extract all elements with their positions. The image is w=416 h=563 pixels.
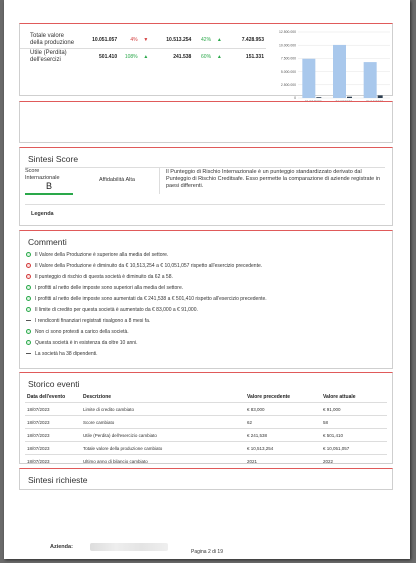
y-tick-label: 5.000.000 [280, 69, 296, 74]
cell: 2021 [245, 455, 321, 468]
company-label: Azienda: [50, 544, 73, 550]
divider [25, 167, 385, 168]
cell: € 241,538 [245, 429, 321, 442]
check-circle-icon [26, 296, 31, 301]
comment-text: Il Valore della Produzione è superiore alla media del settore. [35, 251, 169, 258]
y-tick-label: 2.500.000 [280, 83, 296, 87]
bar-profit [378, 95, 383, 98]
page-number: Pagina 2 di 19 [191, 549, 223, 555]
list-item [26, 338, 138, 347]
comment-text: I profitti al netto delle imposte sono aumentati da € 241,538 a € 501,410 rispetto all'esercizio precedente. [35, 295, 267, 302]
y-tick-label: 12.500.000 [279, 30, 296, 35]
section-title: Sintesi Score [28, 154, 79, 164]
value-previous: 10.051.057 [92, 37, 118, 43]
cell: Totale valore della produzione cambiato [81, 442, 245, 455]
financial-summary-box [19, 23, 393, 101]
column-header: Valore attuale [323, 394, 356, 400]
events-history-box [19, 372, 393, 464]
cell: Ultimo anno di bilancio cambiato [81, 455, 245, 468]
table-header [25, 392, 387, 403]
bar-profit [316, 97, 321, 98]
column-header: Data dell'evento [27, 394, 66, 400]
check-circle-icon [26, 340, 31, 345]
value-current: 10.513.254 [166, 37, 192, 43]
section-title: Storico eventi [28, 379, 80, 389]
comment-text: Il limite di credito per questa società è aumentato da € 83,000 a € 91,000. [35, 306, 198, 313]
divider [159, 168, 160, 194]
reliability-label: Affidabilità Alta [99, 177, 135, 183]
table-row [20, 49, 266, 66]
cell: € 83,000 [245, 403, 321, 416]
comment-text: Il Valore della Produzione è diminuito da € 10,513,254 a € 10,051,057 rispetto all'esercizio precedente. [35, 262, 263, 269]
dash-icon [26, 353, 31, 354]
trend-up-icon: ▲ [216, 37, 222, 43]
document-page [4, 0, 410, 559]
cell: Limite di credito cambiato [81, 403, 245, 416]
bar-profit [347, 97, 352, 98]
change-percent: 108% [119, 49, 140, 66]
comment-text: Il punteggio di rischio di questa società è diminuito da 62 a 58. [35, 273, 173, 280]
table-row [20, 32, 266, 49]
y-tick-label: 7.500.000 [280, 56, 296, 61]
cell: 18/07/2023 [25, 403, 81, 416]
trend-down-icon: ▼ [143, 37, 149, 43]
cell: 2022 [321, 455, 387, 468]
list-item [26, 305, 198, 314]
financial-table [20, 32, 266, 65]
cell: € 10,051,057 [321, 442, 387, 455]
empty-box [19, 101, 393, 143]
requests-summary-box [19, 468, 393, 490]
column-header: Valore precedente [247, 394, 291, 400]
y-tick-label: 0 [294, 96, 296, 101]
table-row [25, 429, 387, 442]
alert-circle-icon [26, 263, 31, 268]
comment-text: Non ci sono protesti a carico della società. [35, 328, 129, 335]
comments-box [19, 230, 393, 369]
cell: Score cambiato [81, 416, 245, 429]
list-item [26, 250, 168, 259]
change-percent: 60% [193, 49, 213, 66]
cell: Utile (Perdita) dell'esercizio cambiato [81, 429, 245, 442]
list-item [26, 261, 262, 270]
check-circle-icon [26, 329, 31, 334]
row-label: Utile (Perdita) dell'esercizi [20, 49, 78, 66]
table-row [25, 416, 387, 429]
value-benchmark: 151.331 [226, 49, 266, 66]
list-item [26, 316, 150, 325]
section-title: Sintesi richieste [28, 475, 88, 485]
column-header: Descrizione [83, 394, 112, 400]
list-item [26, 272, 173, 281]
check-circle-icon [26, 252, 31, 257]
list-item [26, 294, 267, 303]
table-row [25, 455, 387, 468]
score-label: Score Internazionale [25, 168, 60, 181]
score-description: Il Punteggio di Rischio Internazionale è un punteggio standardizzato derivato dal Punteggio di Rischio Creditsafe. Esso permette la comparazione di aziende registrate in paesi differenti. [166, 169, 381, 189]
change-percent: 4% [130, 37, 138, 43]
cell: 18/07/2023 [25, 455, 81, 468]
list-item [26, 327, 129, 336]
check-circle-icon [26, 285, 31, 290]
dash-icon [26, 320, 31, 321]
alert-circle-icon [26, 274, 31, 279]
divider [25, 204, 385, 205]
cell: 58 [321, 416, 387, 429]
change-percent: 42% [201, 37, 212, 43]
bar-production [302, 59, 315, 98]
cell: € 91,000 [321, 403, 387, 416]
value-benchmark: 7.428.953 [241, 37, 264, 43]
score-summary-box [19, 147, 393, 226]
table-row [25, 442, 387, 455]
comment-text: Questa società è in esistenza da oltre 10 anni. [35, 339, 138, 346]
check-circle-icon [26, 307, 31, 312]
row-label: Totale valore della produzione [30, 33, 75, 46]
events-table [25, 392, 387, 467]
score-bar [25, 193, 73, 195]
table-row [25, 403, 387, 416]
trend-up-icon: ▲ [140, 49, 153, 66]
list-item [26, 349, 98, 358]
cell: 62 [245, 416, 321, 429]
comment-text: La società ha 38 dipendenti. [35, 350, 98, 357]
trend-up-icon: ▲ [213, 49, 226, 66]
comment-text: I profitti al netto delle imposte sono superiori alla media del settore. [35, 284, 184, 291]
section-title: Commenti [28, 237, 67, 247]
score-value: B [45, 181, 52, 191]
legend-label: Legenda [31, 211, 54, 217]
list-item [26, 283, 183, 292]
cell: 18/07/2023 [25, 416, 81, 429]
bar-production [333, 45, 346, 98]
cell: 18/07/2023 [25, 429, 81, 442]
cell: 18/07/2023 [25, 442, 81, 455]
cell: € 501,410 [321, 429, 387, 442]
comment-text: I rendiconti finanziari registrati risalgono a 8 mesi fa. [35, 317, 151, 324]
value-previous: 501.410 [78, 49, 119, 66]
y-tick-label: 10.000.000 [279, 43, 296, 48]
value-current: 241.538 [152, 49, 193, 66]
cell: € 10,513,254 [245, 442, 321, 455]
bar-production [364, 62, 377, 98]
